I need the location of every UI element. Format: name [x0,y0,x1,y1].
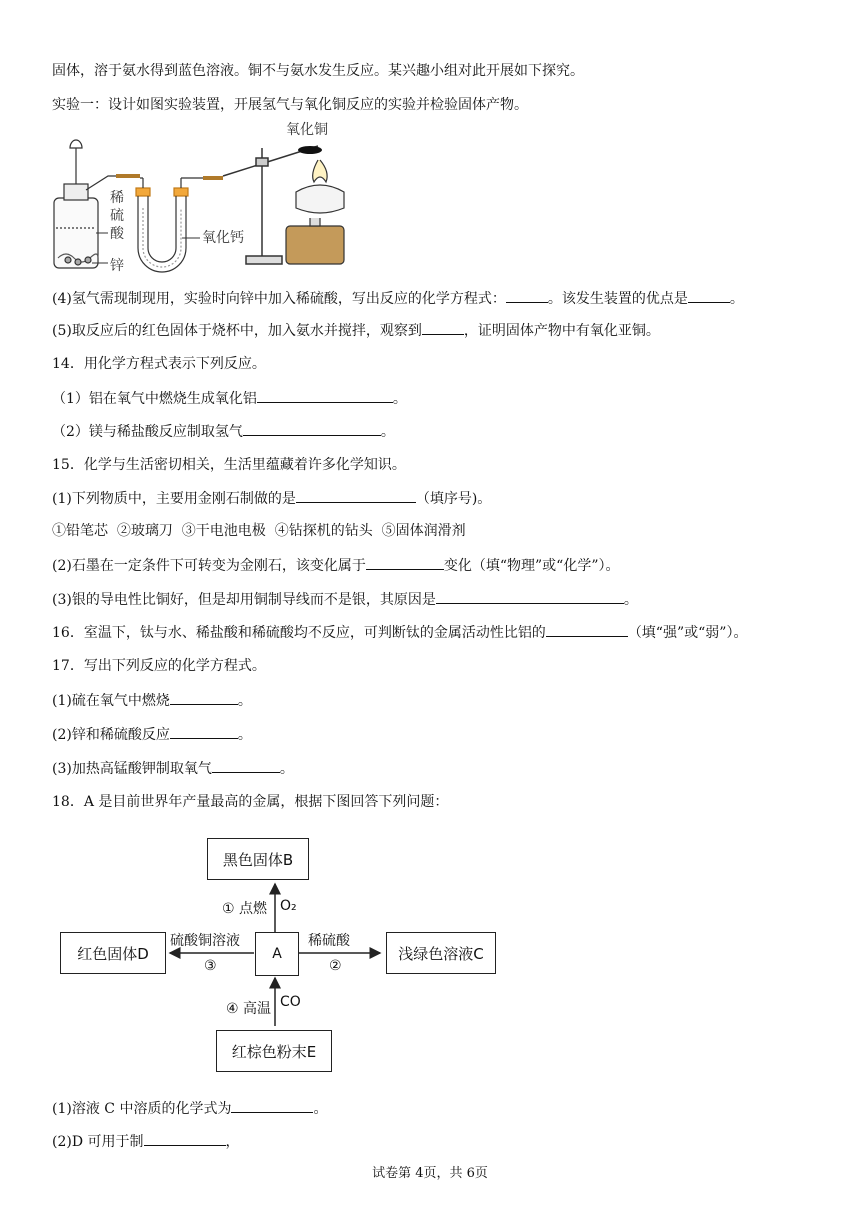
question-17-2: (2)锌和稀硫酸反应 。 [52,724,252,745]
u-tube [136,178,203,272]
label-reaction-1: ① 点燃 [222,901,268,917]
label-reaction-2-reagent: 稀硫酸 [308,933,350,949]
generator-bottle [54,140,116,268]
question-15-2: (2)石墨在一定条件下可转变为金刚石，该变化属于 变化（填“物理”或“化学”）。 [52,555,619,576]
svg-text:稀: 稀 [110,190,124,206]
question-14-1: （1）铝在氧气中燃烧生成氧化铝 。 [52,388,407,409]
answer-blank[interactable] [170,690,238,705]
question-5: (5)取反应后的红色固体于烧杯中，加入氨水并搅拌，观察到 ，证明固体产物中有氧化亚铜。 [52,320,660,341]
answer-blank[interactable] [170,724,238,739]
svg-text:硫: 硫 [110,208,124,224]
label-o2: O₂ [280,898,297,914]
question-15-options: ①铅笔芯 ②玻璃刀 ③干电池电极 ④钻探机的钻头 ⑤固体润滑剂 [52,523,466,539]
copper-oxide-sample [298,146,322,154]
question-14: 14．用化学方程式表示下列反应。 [52,356,266,372]
answer-blank[interactable] [436,589,624,604]
question-14-2: （2）镁与稀盐酸反应制取氢气 。 [52,421,395,442]
answer-blank[interactable] [366,555,444,570]
alcohol-burner [286,160,344,264]
label-reaction-3-reagent: 硫酸铜溶液 [170,933,240,949]
apparatus-figure [48,118,348,278]
text-line-experiment-1: 实验一：设计如图实验装置，开展氢气与氧化铜反应的实验并检验固体产物。 [52,97,528,113]
answer-blank[interactable] [296,488,416,503]
question-16: 16．室温下，钛与水、稀盐酸和稀硫酸均不反应，可判断钛的金属活动性比铝的 （填“强”或“弱”）。 [52,622,747,643]
question-4: (4)氢气需现制现用，实验时向锌中加入稀硫酸，写出反应的化学方程式： 。该发生装置的优点是 。 [52,288,744,309]
answer-blank[interactable] [422,320,464,335]
answer-blank[interactable] [506,288,548,303]
question-17-3: (3)加热高锰酸钾制取氧气 。 [52,758,294,779]
question-18: 18．A 是目前世界年产量最高的金属，根据下图回答下列问题： [52,794,449,810]
box-metal-a: A [255,932,299,976]
answer-blank[interactable] [231,1098,313,1113]
box-red-brown-powder-e: 红棕色粉末E [216,1030,332,1072]
question-15-3: (3)银的导电性比铜好，但是却用铜制导线而不是银，其原因是 。 [52,589,638,610]
question-15: 15．化学与生活密切相关，生活里蕴藏着许多化学知识。 [52,457,406,473]
label-zinc: 锌 [110,258,124,274]
svg-text:酸: 酸 [110,226,124,242]
label-copper-oxide: 氧化铜 [286,122,328,138]
question-18-1: (1)溶液 C 中溶质的化学式为 。 [52,1098,327,1119]
box-light-green-solution-c: 浅绿色溶液C [386,932,496,974]
label-reaction-2-num: ② [329,958,342,974]
answer-blank[interactable] [688,288,730,303]
box-red-solid-d: 红色固体D [60,932,166,974]
label-reaction-3-num: ③ [204,958,217,974]
question-18-2: (2)D 可用于制 ， [52,1131,240,1152]
label-dilute-sulfuric-acid [110,190,125,242]
answer-blank[interactable] [243,421,381,436]
question-15-1: (1)下列物质中，主要用金刚石制做的是 （填序号)。 [52,488,491,509]
answer-blank[interactable] [144,1131,226,1146]
label-reaction-4: ④ 高温 [226,1001,272,1017]
text-line-intro: 固体，溶于氨水得到蓝色溶液。铜不与氨水发生反应。某兴趣小组对此开展如下探究。 [52,63,584,79]
page-footer: 试卷第 4页，共 6页 [372,1166,488,1181]
question-17: 17．写出下列反应的化学方程式。 [52,658,266,674]
answer-blank[interactable] [546,622,628,637]
box-black-solid-b: 黑色固体B [207,838,309,880]
label-co: CO [280,994,301,1010]
question-17-1: (1)硫在氧气中燃烧 。 [52,690,252,711]
answer-blank[interactable] [212,758,280,773]
label-calcium-oxide: 氧化钙 [202,230,244,246]
answer-blank[interactable] [257,388,393,403]
